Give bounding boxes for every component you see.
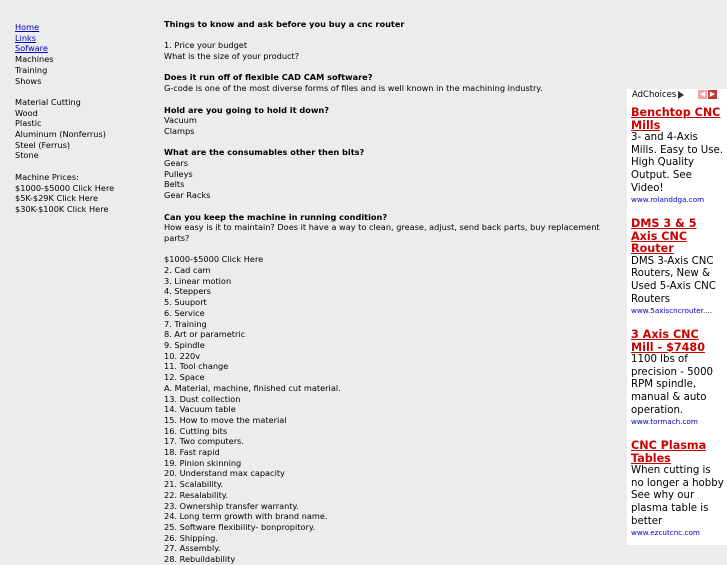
section-line: Vacuum bbox=[164, 115, 197, 126]
materials-heading: Material Cutting bbox=[15, 96, 81, 107]
ad-body: 3- and 4-Axis Mills. Easy to Use. High Quality Output. See Video! bbox=[631, 132, 724, 194]
section-line: Gear Racks bbox=[164, 190, 211, 201]
checklist-item: 10. 220v bbox=[164, 350, 201, 361]
section-question: Can you keep the machine in running condition? bbox=[164, 211, 388, 222]
section-line: G-code is one of the most diverse forms of files and is well known in the machining industry. bbox=[164, 83, 543, 94]
nav-link-links[interactable]: Links bbox=[15, 32, 37, 43]
nav-link-home[interactable]: Home bbox=[15, 22, 40, 32]
adchoices-label[interactable] bbox=[632, 90, 684, 100]
checklist-item: 15. How to move the material bbox=[164, 414, 287, 425]
checklist-item: 23. Ownership transfer warranty. bbox=[164, 500, 299, 511]
checklist-item: 7. Training bbox=[164, 318, 207, 329]
sidebar bbox=[15, 22, 155, 225]
ad-next-icon[interactable]: ▶ bbox=[709, 90, 716, 98]
checklist bbox=[164, 254, 619, 564]
checklist-item: 12. Space bbox=[164, 372, 205, 383]
checklist-item: 8. Art or parametric bbox=[164, 329, 246, 340]
checklist-item: 2. Cad cam bbox=[164, 265, 211, 276]
adchoices-text: AdChoices bbox=[632, 90, 677, 100]
ad-prev-icon[interactable]: ◀ bbox=[699, 90, 706, 98]
checklist-item: 14. Vacuum table bbox=[164, 404, 236, 415]
ad-title[interactable]: Benchtop CNC Mills bbox=[631, 106, 721, 132]
section-consumables bbox=[164, 147, 619, 201]
checklist-item: 24. Long term growth with brand name. bbox=[164, 511, 328, 522]
checklist-item: 22. Resalability. bbox=[164, 489, 229, 500]
nav-item-training: Training bbox=[15, 64, 48, 75]
main-content bbox=[164, 19, 619, 565]
checklist-item: 13. Dust collection bbox=[164, 393, 241, 404]
checklist-item: 17. Two computers. bbox=[164, 436, 244, 447]
checklist-item: 5. Suuport bbox=[164, 297, 207, 308]
ad-body: When cutting is no longer a hobby See why our plasma table is better bbox=[631, 465, 724, 527]
ad-url[interactable]: www.ezcutcnc.com bbox=[631, 528, 700, 538]
section-line: Clamps bbox=[164, 125, 195, 136]
ad-body: DMS 3-Axis CNC Routers, New & Used 5-Axis CNC Routers bbox=[631, 255, 716, 305]
nav-item-shows: Shows bbox=[15, 75, 42, 86]
intro-line: 1. Price your budget bbox=[164, 40, 248, 51]
ad-item[interactable] bbox=[631, 218, 725, 316]
checklist-item: 27. Assembly. bbox=[164, 543, 221, 554]
section-maintenance bbox=[164, 212, 619, 244]
checklist-item[interactable]: $1000-$5000 Click Here bbox=[164, 254, 264, 265]
checklist-item: 18. Fast rapid bbox=[164, 447, 220, 458]
section-line: Pulleys bbox=[164, 168, 193, 179]
price-item[interactable]: $30K-$100K Click Here bbox=[15, 203, 109, 214]
section-question: What are the consumables other then bits? bbox=[164, 147, 365, 158]
checklist-item: 25. Software flexibility- bonpropitory. bbox=[164, 521, 316, 532]
ad-body: 1100 lbs of precision - 5000 RPM spindle, manual & auto operation. bbox=[631, 354, 714, 416]
checklist-item: 20. Understand max capacity bbox=[164, 468, 285, 479]
ad-title[interactable]: DMS 3 & 5 Axis CNC Router bbox=[631, 217, 697, 256]
ad-item[interactable] bbox=[631, 329, 725, 427]
ad-item[interactable] bbox=[631, 440, 725, 538]
material-item: Aluminum (Nonferrus) bbox=[15, 129, 106, 140]
sidebar-nav bbox=[15, 22, 155, 86]
ad-title[interactable]: 3 Axis CNC Mill - $7480 bbox=[631, 328, 705, 354]
section-line: Belts bbox=[164, 179, 185, 190]
section-line: Gears bbox=[164, 158, 189, 169]
material-item: Stone bbox=[15, 150, 39, 161]
ad-url[interactable]: www.5axiscncrouter.... bbox=[631, 306, 713, 316]
checklist-item: 11. Tool change bbox=[164, 361, 229, 372]
checklist-item: 28. Rebuildability bbox=[164, 554, 236, 565]
checklist-item: A. Material, machine, finished cut material. bbox=[164, 382, 341, 393]
section-software bbox=[164, 72, 619, 93]
checklist-item: 21. Scalability. bbox=[164, 479, 224, 490]
ad-url[interactable]: www.tormach.com bbox=[631, 417, 698, 427]
nav-item-machines: Machines bbox=[15, 54, 54, 65]
section-question: Hold are you going to hold it down? bbox=[164, 104, 329, 115]
price-item[interactable]: $5K-$29K Click Here bbox=[15, 193, 99, 204]
adchoices-icon bbox=[678, 91, 684, 99]
material-item: Plastic bbox=[15, 118, 42, 129]
ad-item[interactable] bbox=[631, 107, 725, 205]
intro-block bbox=[164, 40, 619, 61]
intro-line: What is the size of your product? bbox=[164, 51, 300, 62]
material-item: Wood bbox=[15, 107, 38, 118]
page-title-block bbox=[164, 19, 619, 30]
checklist-item: 9. Spindle bbox=[164, 340, 205, 350]
prices-heading: Machine Prices: bbox=[15, 171, 79, 182]
checklist-item: 6. Service bbox=[164, 307, 205, 318]
section-hold-down bbox=[164, 105, 619, 137]
nav-link-software[interactable]: Sofware bbox=[15, 43, 48, 54]
sidebar-prices bbox=[15, 172, 155, 215]
checklist-item: 4. Steppers bbox=[164, 286, 211, 297]
checklist-item: 26. Shipping. bbox=[164, 532, 218, 543]
sidebar-materials bbox=[15, 97, 155, 161]
section-line: How easy is it to maintain? Does it have a way to clean, grease, adjust, send back parts, buy replacement parts? bbox=[164, 222, 600, 243]
ad-url[interactable]: www.rolanddga.com bbox=[631, 195, 705, 205]
section-question: Does it run off of flexible CAD CAM software? bbox=[164, 72, 373, 83]
checklist-item: 16. Cutting bits bbox=[164, 425, 228, 436]
ad-title[interactable]: CNC Plasma Tables bbox=[631, 439, 707, 465]
checklist-item: 3. Linear motion bbox=[164, 275, 232, 286]
page-title: Things to know and ask before you buy a cnc router bbox=[164, 19, 405, 29]
material-item: Steel (Ferrus) bbox=[15, 139, 71, 150]
price-item[interactable]: $1000-$5000 Click Here bbox=[15, 182, 115, 193]
checklist-item: 19. Pinion skinning bbox=[164, 457, 242, 468]
